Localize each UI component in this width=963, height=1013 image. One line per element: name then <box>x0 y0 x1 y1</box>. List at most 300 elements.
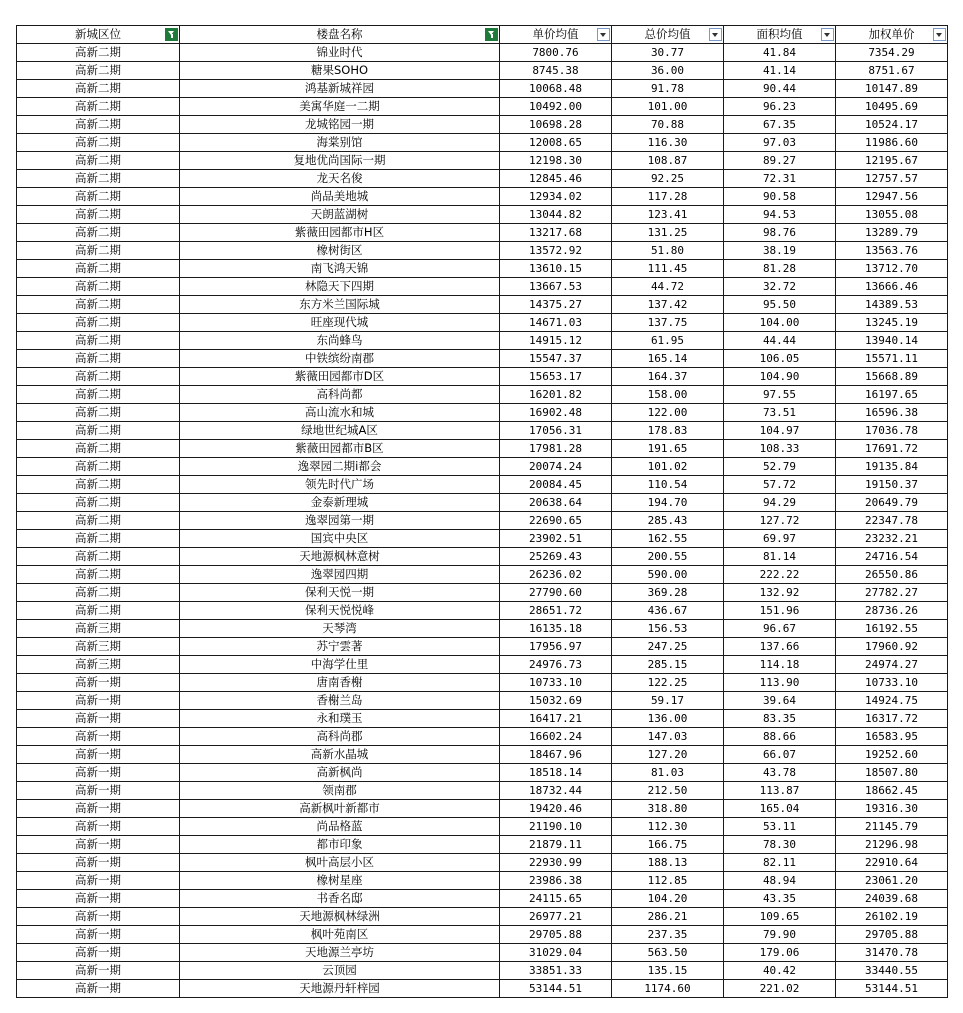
cell-project-name[interactable]: 枫叶高层小区 <box>180 854 500 872</box>
cell-area[interactable]: 94.53 <box>724 206 836 224</box>
cell-area[interactable]: 104.00 <box>724 314 836 332</box>
cell-area[interactable]: 48.94 <box>724 872 836 890</box>
cell-project-name[interactable]: 逸翠园第一期 <box>180 512 500 530</box>
cell-district[interactable]: 高新二期 <box>17 440 180 458</box>
cell-district[interactable]: 高新二期 <box>17 602 180 620</box>
cell-weighted-price[interactable]: 7354.29 <box>836 44 948 62</box>
cell-project-name[interactable]: 鸿基新城祥园 <box>180 80 500 98</box>
cell-district[interactable]: 高新一期 <box>17 728 180 746</box>
cell-weighted-price[interactable]: 17960.92 <box>836 638 948 656</box>
cell-weighted-price[interactable]: 12195.67 <box>836 152 948 170</box>
cell-total-price[interactable]: 1174.60 <box>612 980 724 998</box>
cell-project-name[interactable]: 领南郡 <box>180 782 500 800</box>
cell-weighted-price[interactable]: 13666.46 <box>836 278 948 296</box>
cell-weighted-price[interactable]: 15668.89 <box>836 368 948 386</box>
cell-district[interactable]: 高新一期 <box>17 746 180 764</box>
cell-total-price[interactable]: 237.35 <box>612 926 724 944</box>
cell-weighted-price[interactable]: 31470.78 <box>836 944 948 962</box>
cell-unit-price[interactable]: 12008.65 <box>500 134 612 152</box>
cell-total-price[interactable]: 92.25 <box>612 170 724 188</box>
cell-project-name[interactable]: 美寓华庭一二期 <box>180 98 500 116</box>
cell-weighted-price[interactable]: 17691.72 <box>836 440 948 458</box>
cell-district[interactable]: 高新二期 <box>17 242 180 260</box>
cell-area[interactable]: 137.66 <box>724 638 836 656</box>
cell-weighted-price[interactable]: 11986.60 <box>836 134 948 152</box>
cell-total-price[interactable]: 166.75 <box>612 836 724 854</box>
cell-unit-price[interactable]: 12198.30 <box>500 152 612 170</box>
cell-area[interactable]: 222.22 <box>724 566 836 584</box>
cell-area[interactable]: 106.05 <box>724 350 836 368</box>
cell-total-price[interactable]: 200.55 <box>612 548 724 566</box>
cell-area[interactable]: 73.51 <box>724 404 836 422</box>
funnel-icon[interactable] <box>165 28 178 41</box>
cell-total-price[interactable]: 110.54 <box>612 476 724 494</box>
cell-area[interactable]: 98.76 <box>724 224 836 242</box>
cell-area[interactable]: 43.35 <box>724 890 836 908</box>
cell-weighted-price[interactable]: 12757.57 <box>836 170 948 188</box>
cell-area[interactable]: 165.04 <box>724 800 836 818</box>
cell-district[interactable]: 高新二期 <box>17 296 180 314</box>
cell-project-name[interactable]: 高新枫叶新都市 <box>180 800 500 818</box>
cell-unit-price[interactable]: 31029.04 <box>500 944 612 962</box>
cell-unit-price[interactable]: 27790.60 <box>500 584 612 602</box>
cell-district[interactable]: 高新二期 <box>17 62 180 80</box>
cell-weighted-price[interactable]: 14389.53 <box>836 296 948 314</box>
cell-unit-price[interactable]: 17956.97 <box>500 638 612 656</box>
cell-unit-price[interactable]: 13610.15 <box>500 260 612 278</box>
cell-total-price[interactable]: 111.45 <box>612 260 724 278</box>
cell-unit-price[interactable]: 10492.00 <box>500 98 612 116</box>
cell-area[interactable]: 89.27 <box>724 152 836 170</box>
cell-unit-price[interactable]: 23986.38 <box>500 872 612 890</box>
cell-district[interactable]: 高新一期 <box>17 836 180 854</box>
cell-area[interactable]: 104.97 <box>724 422 836 440</box>
cell-total-price[interactable]: 59.17 <box>612 692 724 710</box>
cell-total-price[interactable]: 104.20 <box>612 890 724 908</box>
cell-district[interactable]: 高新一期 <box>17 764 180 782</box>
cell-unit-price[interactable]: 16135.18 <box>500 620 612 638</box>
cell-weighted-price[interactable]: 10524.17 <box>836 116 948 134</box>
cell-district[interactable]: 高新一期 <box>17 674 180 692</box>
cell-area[interactable]: 38.19 <box>724 242 836 260</box>
cell-project-name[interactable]: 橡树街区 <box>180 242 500 260</box>
cell-weighted-price[interactable]: 18507.80 <box>836 764 948 782</box>
cell-weighted-price[interactable]: 19252.60 <box>836 746 948 764</box>
cell-district[interactable]: 高新一期 <box>17 710 180 728</box>
cell-total-price[interactable]: 70.88 <box>612 116 724 134</box>
cell-district[interactable]: 高新二期 <box>17 116 180 134</box>
cell-weighted-price[interactable]: 16583.95 <box>836 728 948 746</box>
cell-weighted-price[interactable]: 24974.27 <box>836 656 948 674</box>
cell-unit-price[interactable]: 21879.11 <box>500 836 612 854</box>
cell-district[interactable]: 高新二期 <box>17 530 180 548</box>
cell-project-name[interactable]: 锦业时代 <box>180 44 500 62</box>
cell-unit-price[interactable]: 13044.82 <box>500 206 612 224</box>
cell-total-price[interactable]: 123.41 <box>612 206 724 224</box>
cell-unit-price[interactable]: 26236.02 <box>500 566 612 584</box>
dropdown-icon[interactable] <box>597 28 610 41</box>
cell-total-price[interactable]: 112.85 <box>612 872 724 890</box>
cell-unit-price[interactable]: 24976.73 <box>500 656 612 674</box>
cell-total-price[interactable]: 247.25 <box>612 638 724 656</box>
cell-area[interactable]: 113.90 <box>724 674 836 692</box>
cell-total-price[interactable]: 164.37 <box>612 368 724 386</box>
cell-unit-price[interactable]: 13667.53 <box>500 278 612 296</box>
cell-area[interactable]: 83.35 <box>724 710 836 728</box>
cell-project-name[interactable]: 绿地世纪城A区 <box>180 422 500 440</box>
cell-weighted-price[interactable]: 18662.45 <box>836 782 948 800</box>
cell-project-name[interactable]: 糖果SOHO <box>180 62 500 80</box>
cell-area[interactable]: 44.44 <box>724 332 836 350</box>
cell-area[interactable]: 109.65 <box>724 908 836 926</box>
cell-area[interactable]: 95.50 <box>724 296 836 314</box>
cell-project-name[interactable]: 尚品美地城 <box>180 188 500 206</box>
cell-unit-price[interactable]: 53144.51 <box>500 980 612 998</box>
cell-area[interactable]: 79.90 <box>724 926 836 944</box>
cell-weighted-price[interactable]: 13245.19 <box>836 314 948 332</box>
cell-project-name[interactable]: 旺座现代城 <box>180 314 500 332</box>
cell-district[interactable]: 高新二期 <box>17 332 180 350</box>
cell-unit-price[interactable]: 15653.17 <box>500 368 612 386</box>
cell-unit-price[interactable]: 13217.68 <box>500 224 612 242</box>
cell-project-name[interactable]: 东方米兰国际城 <box>180 296 500 314</box>
cell-project-name[interactable]: 海棠别馆 <box>180 134 500 152</box>
cell-project-name[interactable]: 逸翠园二期i都会 <box>180 458 500 476</box>
cell-project-name[interactable]: 高新枫尚 <box>180 764 500 782</box>
cell-project-name[interactable]: 国宾中央区 <box>180 530 500 548</box>
cell-total-price[interactable]: 61.95 <box>612 332 724 350</box>
cell-total-price[interactable]: 116.30 <box>612 134 724 152</box>
cell-area[interactable]: 81.28 <box>724 260 836 278</box>
cell-district[interactable]: 高新二期 <box>17 548 180 566</box>
cell-unit-price[interactable]: 12845.46 <box>500 170 612 188</box>
cell-total-price[interactable]: 369.28 <box>612 584 724 602</box>
cell-weighted-price[interactable]: 29705.88 <box>836 926 948 944</box>
cell-total-price[interactable]: 122.25 <box>612 674 724 692</box>
cell-project-name[interactable]: 枫叶苑南区 <box>180 926 500 944</box>
cell-weighted-price[interactable]: 14924.75 <box>836 692 948 710</box>
cell-total-price[interactable]: 131.25 <box>612 224 724 242</box>
cell-unit-price[interactable]: 22930.99 <box>500 854 612 872</box>
cell-district[interactable]: 高新二期 <box>17 368 180 386</box>
cell-district[interactable]: 高新一期 <box>17 800 180 818</box>
cell-district[interactable]: 高新二期 <box>17 260 180 278</box>
cell-district[interactable]: 高新二期 <box>17 278 180 296</box>
cell-unit-price[interactable]: 8745.38 <box>500 62 612 80</box>
cell-unit-price[interactable]: 16602.24 <box>500 728 612 746</box>
cell-total-price[interactable]: 165.14 <box>612 350 724 368</box>
cell-total-price[interactable]: 285.43 <box>612 512 724 530</box>
cell-unit-price[interactable]: 15547.37 <box>500 350 612 368</box>
cell-project-name[interactable]: 东尚蜂鸟 <box>180 332 500 350</box>
cell-unit-price[interactable]: 15032.69 <box>500 692 612 710</box>
dropdown-icon[interactable] <box>709 28 722 41</box>
cell-unit-price[interactable]: 33851.33 <box>500 962 612 980</box>
cell-unit-price[interactable]: 13572.92 <box>500 242 612 260</box>
cell-total-price[interactable]: 81.03 <box>612 764 724 782</box>
cell-area[interactable]: 90.58 <box>724 188 836 206</box>
cell-total-price[interactable]: 136.00 <box>612 710 724 728</box>
cell-project-name[interactable]: 保利天悦悦峰 <box>180 602 500 620</box>
cell-total-price[interactable]: 108.87 <box>612 152 724 170</box>
cell-total-price[interactable]: 36.00 <box>612 62 724 80</box>
cell-district[interactable]: 高新二期 <box>17 134 180 152</box>
cell-district[interactable]: 高新一期 <box>17 926 180 944</box>
cell-area[interactable]: 113.87 <box>724 782 836 800</box>
dropdown-icon[interactable] <box>933 28 946 41</box>
cell-total-price[interactable]: 156.53 <box>612 620 724 638</box>
cell-project-name[interactable]: 高新水晶城 <box>180 746 500 764</box>
cell-unit-price[interactable]: 28651.72 <box>500 602 612 620</box>
cell-project-name[interactable]: 逸翠园四期 <box>180 566 500 584</box>
cell-area[interactable]: 97.03 <box>724 134 836 152</box>
cell-weighted-price[interactable]: 13289.79 <box>836 224 948 242</box>
cell-weighted-price[interactable]: 10147.89 <box>836 80 948 98</box>
cell-project-name[interactable]: 高山流水和城 <box>180 404 500 422</box>
cell-unit-price[interactable]: 10068.48 <box>500 80 612 98</box>
cell-unit-price[interactable]: 22690.65 <box>500 512 612 530</box>
cell-unit-price[interactable]: 7800.76 <box>500 44 612 62</box>
cell-project-name[interactable]: 书香名邸 <box>180 890 500 908</box>
cell-weighted-price[interactable]: 19316.30 <box>836 800 948 818</box>
cell-weighted-price[interactable]: 8751.67 <box>836 62 948 80</box>
cell-area[interactable]: 221.02 <box>724 980 836 998</box>
cell-unit-price[interactable]: 14915.12 <box>500 332 612 350</box>
cell-total-price[interactable]: 178.83 <box>612 422 724 440</box>
cell-area[interactable]: 66.07 <box>724 746 836 764</box>
cell-district[interactable]: 高新一期 <box>17 692 180 710</box>
cell-weighted-price[interactable]: 16596.38 <box>836 404 948 422</box>
cell-unit-price[interactable]: 20074.24 <box>500 458 612 476</box>
cell-area[interactable]: 108.33 <box>724 440 836 458</box>
cell-district[interactable]: 高新二期 <box>17 512 180 530</box>
cell-project-name[interactable]: 紫薇田园都市B区 <box>180 440 500 458</box>
cell-weighted-price[interactable]: 16197.65 <box>836 386 948 404</box>
cell-area[interactable]: 114.18 <box>724 656 836 674</box>
cell-district[interactable]: 高新一期 <box>17 890 180 908</box>
cell-district[interactable]: 高新二期 <box>17 314 180 332</box>
cell-unit-price[interactable]: 17981.28 <box>500 440 612 458</box>
cell-total-price[interactable]: 135.15 <box>612 962 724 980</box>
cell-project-name[interactable]: 保利天悦一期 <box>180 584 500 602</box>
cell-area[interactable]: 57.72 <box>724 476 836 494</box>
cell-total-price[interactable]: 194.70 <box>612 494 724 512</box>
cell-unit-price[interactable]: 18732.44 <box>500 782 612 800</box>
cell-total-price[interactable]: 30.77 <box>612 44 724 62</box>
cell-district[interactable]: 高新二期 <box>17 350 180 368</box>
cell-unit-price[interactable]: 26977.21 <box>500 908 612 926</box>
cell-district[interactable]: 高新二期 <box>17 386 180 404</box>
cell-weighted-price[interactable]: 13563.76 <box>836 242 948 260</box>
cell-district[interactable]: 高新二期 <box>17 188 180 206</box>
cell-total-price[interactable]: 112.30 <box>612 818 724 836</box>
cell-project-name[interactable]: 紫薇田园都市D区 <box>180 368 500 386</box>
cell-unit-price[interactable]: 23902.51 <box>500 530 612 548</box>
cell-weighted-price[interactable]: 26102.19 <box>836 908 948 926</box>
cell-total-price[interactable]: 44.72 <box>612 278 724 296</box>
cell-total-price[interactable]: 436.67 <box>612 602 724 620</box>
cell-district[interactable]: 高新二期 <box>17 206 180 224</box>
cell-district[interactable]: 高新二期 <box>17 152 180 170</box>
cell-project-name[interactable]: 中海学仕里 <box>180 656 500 674</box>
cell-project-name[interactable]: 龙天名俊 <box>180 170 500 188</box>
cell-weighted-price[interactable]: 22347.78 <box>836 512 948 530</box>
cell-area[interactable]: 69.97 <box>724 530 836 548</box>
cell-weighted-price[interactable]: 24039.68 <box>836 890 948 908</box>
cell-project-name[interactable]: 唐南香榭 <box>180 674 500 692</box>
cell-unit-price[interactable]: 24115.65 <box>500 890 612 908</box>
cell-project-name[interactable]: 永和璞玉 <box>180 710 500 728</box>
cell-project-name[interactable]: 高科尚郡 <box>180 728 500 746</box>
cell-total-price[interactable]: 122.00 <box>612 404 724 422</box>
cell-district[interactable]: 高新二期 <box>17 170 180 188</box>
cell-unit-price[interactable]: 25269.43 <box>500 548 612 566</box>
cell-total-price[interactable]: 563.50 <box>612 944 724 962</box>
cell-district[interactable]: 高新一期 <box>17 962 180 980</box>
cell-unit-price[interactable]: 10698.28 <box>500 116 612 134</box>
cell-district[interactable]: 高新二期 <box>17 404 180 422</box>
cell-unit-price[interactable]: 12934.02 <box>500 188 612 206</box>
cell-weighted-price[interactable]: 26550.86 <box>836 566 948 584</box>
cell-total-price[interactable]: 212.50 <box>612 782 724 800</box>
cell-unit-price[interactable]: 29705.88 <box>500 926 612 944</box>
cell-unit-price[interactable]: 16201.82 <box>500 386 612 404</box>
cell-weighted-price[interactable]: 21145.79 <box>836 818 948 836</box>
cell-district[interactable]: 高新二期 <box>17 80 180 98</box>
cell-project-name[interactable]: 高科尚都 <box>180 386 500 404</box>
cell-unit-price[interactable]: 16417.21 <box>500 710 612 728</box>
cell-total-price[interactable]: 191.65 <box>612 440 724 458</box>
cell-district[interactable]: 高新二期 <box>17 566 180 584</box>
cell-project-name[interactable]: 龙城铭园一期 <box>180 116 500 134</box>
cell-project-name[interactable]: 复地优尚国际一期 <box>180 152 500 170</box>
cell-weighted-price[interactable]: 19150.37 <box>836 476 948 494</box>
cell-district[interactable]: 高新一期 <box>17 908 180 926</box>
cell-unit-price[interactable]: 17056.31 <box>500 422 612 440</box>
cell-total-price[interactable]: 286.21 <box>612 908 724 926</box>
cell-area[interactable]: 96.23 <box>724 98 836 116</box>
cell-area[interactable]: 82.11 <box>724 854 836 872</box>
cell-area[interactable]: 151.96 <box>724 602 836 620</box>
cell-total-price[interactable]: 101.02 <box>612 458 724 476</box>
cell-weighted-price[interactable]: 10733.10 <box>836 674 948 692</box>
cell-district[interactable]: 高新一期 <box>17 944 180 962</box>
cell-weighted-price[interactable]: 13712.70 <box>836 260 948 278</box>
cell-total-price[interactable]: 147.03 <box>612 728 724 746</box>
cell-area[interactable]: 88.66 <box>724 728 836 746</box>
cell-project-name[interactable]: 天地源丹轩梓园 <box>180 980 500 998</box>
cell-weighted-price[interactable]: 22910.64 <box>836 854 948 872</box>
cell-district[interactable]: 高新二期 <box>17 458 180 476</box>
cell-project-name[interactable]: 金泰新理城 <box>180 494 500 512</box>
cell-area[interactable]: 41.14 <box>724 62 836 80</box>
cell-area[interactable]: 179.06 <box>724 944 836 962</box>
cell-project-name[interactable]: 南飞鸿天锦 <box>180 260 500 278</box>
cell-unit-price[interactable]: 18518.14 <box>500 764 612 782</box>
cell-area[interactable]: 96.67 <box>724 620 836 638</box>
cell-weighted-price[interactable]: 16317.72 <box>836 710 948 728</box>
cell-project-name[interactable]: 紫薇田园都市H区 <box>180 224 500 242</box>
cell-district[interactable]: 高新一期 <box>17 782 180 800</box>
cell-district[interactable]: 高新一期 <box>17 980 180 998</box>
cell-project-name[interactable]: 香榭兰岛 <box>180 692 500 710</box>
cell-district[interactable]: 高新二期 <box>17 494 180 512</box>
funnel-icon[interactable] <box>485 28 498 41</box>
cell-unit-price[interactable]: 21190.10 <box>500 818 612 836</box>
cell-unit-price[interactable]: 14671.03 <box>500 314 612 332</box>
cell-project-name[interactable]: 天琴湾 <box>180 620 500 638</box>
cell-project-name[interactable]: 尚品格蓝 <box>180 818 500 836</box>
cell-district[interactable]: 高新三期 <box>17 620 180 638</box>
cell-area[interactable]: 104.90 <box>724 368 836 386</box>
cell-project-name[interactable]: 橡树星座 <box>180 872 500 890</box>
cell-weighted-price[interactable]: 13940.14 <box>836 332 948 350</box>
cell-weighted-price[interactable]: 19135.84 <box>836 458 948 476</box>
cell-project-name[interactable]: 天地源枫林绿洲 <box>180 908 500 926</box>
cell-unit-price[interactable]: 19420.46 <box>500 800 612 818</box>
cell-total-price[interactable]: 590.00 <box>612 566 724 584</box>
cell-weighted-price[interactable]: 15571.11 <box>836 350 948 368</box>
cell-total-price[interactable]: 318.80 <box>612 800 724 818</box>
cell-weighted-price[interactable]: 16192.55 <box>836 620 948 638</box>
cell-total-price[interactable]: 137.75 <box>612 314 724 332</box>
cell-district[interactable]: 高新三期 <box>17 638 180 656</box>
cell-unit-price[interactable]: 20084.45 <box>500 476 612 494</box>
cell-total-price[interactable]: 285.15 <box>612 656 724 674</box>
cell-weighted-price[interactable]: 28736.26 <box>836 602 948 620</box>
cell-total-price[interactable]: 188.13 <box>612 854 724 872</box>
cell-area[interactable]: 53.11 <box>724 818 836 836</box>
cell-project-name[interactable]: 都市印象 <box>180 836 500 854</box>
cell-unit-price[interactable]: 16902.48 <box>500 404 612 422</box>
cell-project-name[interactable]: 云顶园 <box>180 962 500 980</box>
cell-area[interactable]: 40.42 <box>724 962 836 980</box>
cell-project-name[interactable]: 林隐天下四期 <box>180 278 500 296</box>
cell-total-price[interactable]: 51.80 <box>612 242 724 260</box>
cell-area[interactable]: 32.72 <box>724 278 836 296</box>
cell-weighted-price[interactable]: 21296.98 <box>836 836 948 854</box>
cell-area[interactable]: 94.29 <box>724 494 836 512</box>
cell-district[interactable]: 高新一期 <box>17 854 180 872</box>
cell-area[interactable]: 97.55 <box>724 386 836 404</box>
cell-weighted-price[interactable]: 24716.54 <box>836 548 948 566</box>
cell-district[interactable]: 高新三期 <box>17 656 180 674</box>
cell-weighted-price[interactable]: 33440.55 <box>836 962 948 980</box>
cell-unit-price[interactable]: 20638.64 <box>500 494 612 512</box>
cell-unit-price[interactable]: 14375.27 <box>500 296 612 314</box>
cell-total-price[interactable]: 127.20 <box>612 746 724 764</box>
cell-project-name[interactable]: 天地源兰亭坊 <box>180 944 500 962</box>
cell-project-name[interactable]: 中铁缤纷南郡 <box>180 350 500 368</box>
cell-project-name[interactable]: 苏宁雲著 <box>180 638 500 656</box>
cell-district[interactable]: 高新二期 <box>17 422 180 440</box>
cell-weighted-price[interactable]: 27782.27 <box>836 584 948 602</box>
cell-weighted-price[interactable]: 53144.51 <box>836 980 948 998</box>
cell-unit-price[interactable]: 10733.10 <box>500 674 612 692</box>
cell-area[interactable]: 132.92 <box>724 584 836 602</box>
cell-area[interactable]: 81.14 <box>724 548 836 566</box>
cell-total-price[interactable]: 117.28 <box>612 188 724 206</box>
cell-unit-price[interactable]: 18467.96 <box>500 746 612 764</box>
cell-weighted-price[interactable]: 23061.20 <box>836 872 948 890</box>
cell-district[interactable]: 高新二期 <box>17 584 180 602</box>
cell-area[interactable]: 90.44 <box>724 80 836 98</box>
cell-weighted-price[interactable]: 10495.69 <box>836 98 948 116</box>
cell-area[interactable]: 67.35 <box>724 116 836 134</box>
cell-area[interactable]: 72.31 <box>724 170 836 188</box>
cell-total-price[interactable]: 101.00 <box>612 98 724 116</box>
cell-total-price[interactable]: 137.42 <box>612 296 724 314</box>
